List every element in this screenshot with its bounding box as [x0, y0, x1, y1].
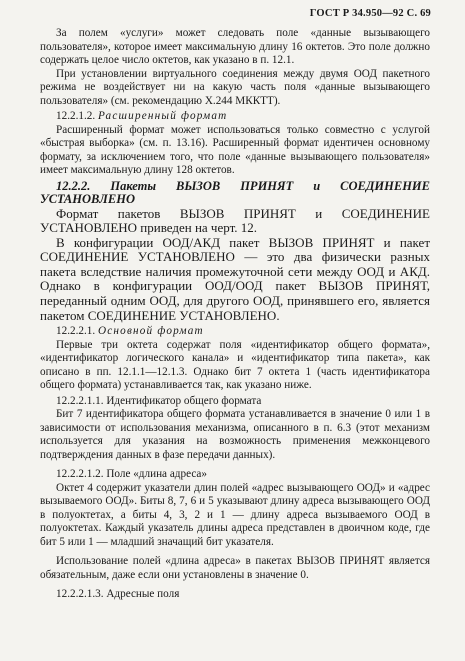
section-heading: 12.2.2. Пакеты ВЫЗОВ ПРИНЯТ и СОЕДИНЕНИЕ УСТАНОВЛЕНО — [40, 178, 430, 206]
paragraph: При установлении виртуального соединения между двумя ООД пакетного режима не воздействует ни на какую часть поля «данные вызывающего пользователя» (см. рекомендацию Х.244 МККТТ). — [40, 67, 430, 107]
document-body — [40, 27, 430, 602]
section-heading — [40, 110, 430, 124]
section-heading: 12.2.2.1.3. Адресные поля — [56, 588, 180, 601]
section-heading: 12.2.2.1.2. Поле «длина адреса» — [56, 468, 207, 481]
page-header: ГОСТ Р 34.950—92 С. 69 — [309, 8, 431, 19]
paragraph: Октет 4 содержит указатели длин полей «адрес вызывающего ООД» и «адрес вызываемого ООД». Биты 8, 7, 6 и 5 указывают длину адреса вызывающего ООД в полуоктетах, а биты 4, 3, 2 и 1 — длину адреса вызываемого ООД в полуоктетах. Каждый указатель длины адреса представлен в двоичном коде, где бит 5 или 1 — младший значащий бит указателя. — [40, 481, 430, 548]
section-heading — [40, 325, 430, 339]
paragraph: Формат пакетов ВЫЗОВ ПРИНЯТ и СОЕДИНЕНИЕ УСТАНОВЛЕНО приведен на черт. 12. — [40, 205, 430, 236]
section-heading: 12.2.2.1.1. Идентификатор общего формата — [56, 394, 262, 407]
paragraph: За полем «услуги» может следовать поле «данные вызывающего пользователя», которое имеет максимальную длину 16 октетов. Это поле должно содержать целое число октетов, как указано в п. 12.1. — [40, 27, 430, 66]
section-title: Основной формат — [97, 325, 204, 338]
section-number: 12.2.2.1. — [56, 325, 96, 338]
paragraph: Расширенный формат может использоваться только совместно с услугой «быстрая выборка» (см. п. 13.16). Расширенный формат идентичен основному формату, за исключением того, что поле «данные вызывающего пользователя» имеет максимальную длину 128 октетов. — [40, 123, 430, 176]
paragraph: В конфигурации ООД/АКД пакет ВЫЗОВ ПРИНЯТ и пакет СОЕДИНЕНИЕ УСТАНОВЛЕНО — это два физически разных пакета вследствие наличия промежуточной сети между ООД и АКД. Однако в конфигурации ООД/ООД пакет ВЫЗОВ ПРИНЯТ, переданный одним ООД, для другого ООД, принявшего его, является пакетом СОЕДИНЕНИЕ УСТАНОВЛЕНО. — [40, 234, 430, 323]
paragraph: Использование полей «длина адреса» в пакетах ВЫЗОВ ПРИНЯТ является обязательным, даже если они установлены в значение 0. — [40, 555, 430, 581]
section-number: 12.2.1.2. — [56, 110, 96, 122]
section-title: Расширенный формат — [97, 110, 228, 122]
paragraph: Бит 7 идентификатора общего формата устанавливается в значение 0 или 1 в зависимости от использования механизма, описанного в п. 6.3 (этот механизм используется для указания на возможность применения межконцевого подтверждения данных в фазе передачи данных). — [40, 408, 430, 461]
paragraph: Первые три октета содержат поля «идентификатор общего формата», «идентификатор логического канала» и «идентификатор типа пакета», как описано в пп. 12.1.1—12.1.3. Однако бит 7 октета 1 (часть идентификатора общего формата) устанавливается так, как указано ниже. — [40, 338, 430, 392]
